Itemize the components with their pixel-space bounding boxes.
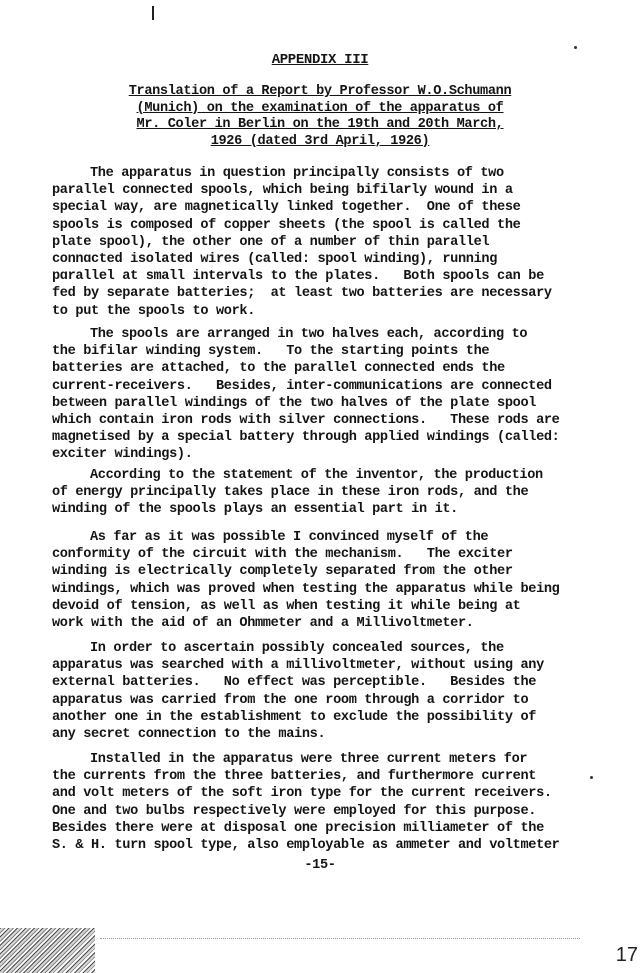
paragraph-6 — [52, 751, 572, 854]
title-line: Translation of a Report by Professor W.O.Schumann — [128, 84, 512, 99]
text-line: S. & H. turn spool type, also employable as ammeter and voltmeter — [52, 838, 560, 854]
text-line: One and two bulbs respectively were employed for this purpose. — [52, 803, 537, 819]
paragraph-2 — [52, 326, 572, 464]
text-line: Besides there were at disposal one precision milliameter of the — [52, 820, 544, 836]
paragraph-4 — [52, 529, 572, 632]
text-line: fed by separate batteries; at least two batteries are necessary — [52, 286, 552, 302]
text-line: another one in the establishment to exclude the possibility of — [52, 709, 537, 725]
text-line: According to the statement of the inventor, the production — [90, 468, 543, 483]
paragraph-1 — [52, 165, 572, 320]
text-line: the currents from the three batteries, and furthermore current — [52, 769, 537, 785]
title-line: Mr. Coler in Berlin on the 19th and 20th March, — [136, 117, 504, 132]
text-line: In order to ascertain possibly concealed sources, the — [90, 641, 504, 656]
text-line: Installed in the apparatus were three current meters for — [90, 752, 528, 767]
text-line: devoid of tension, as well as when testing it while being at — [52, 598, 521, 614]
text-line: current-receivers. Besides, inter-communications are connected — [52, 378, 552, 394]
text-line: As far as it was possible I convinced myself of the — [90, 530, 489, 545]
text-line: of energy principally takes place in these iron rods, and the — [52, 485, 529, 501]
text-line: magnetised by a special battery through applied windings (called: — [52, 430, 560, 446]
text-line: The apparatus in question principally consists of two — [90, 166, 504, 181]
paragraph-5 — [52, 640, 572, 743]
text-line: special way, are magnetically linked together. One of these — [52, 200, 521, 216]
scan-mark — [152, 6, 154, 20]
text-line: winding is electrically completely separated from the other — [52, 564, 513, 580]
text-line: winding of the spools plays an essential part in it. — [52, 502, 458, 518]
text-line: apparatus was searched with a millivoltmeter, without using any — [52, 658, 544, 674]
text-line: between parallel windings of the two halves of the plate spool — [52, 395, 537, 411]
text-line: the bifilar winding system. To the starting points the — [52, 344, 490, 360]
corner-page-number: 17 — [615, 944, 638, 966]
title-line: (Munich) on the examination of the apparatus of — [136, 100, 504, 116]
text-line: conformity of the circuit with the mechanism. The exciter — [52, 547, 513, 563]
scan-smudge — [0, 928, 95, 973]
scan-speck — [574, 46, 577, 49]
text-line: external batteries. No effect was perceptible. Besides the — [52, 675, 537, 691]
text-line: which contain iron rods with silver connections. These rods are — [52, 413, 560, 429]
bottom-rule — [100, 938, 580, 939]
text-line: batteries are attached, to the parallel connected ends the — [52, 361, 505, 377]
text-line: windings, which was proved when testing the apparatus while being — [52, 581, 560, 597]
text-line: exciter windings). — [52, 447, 193, 463]
text-line: to put the spools to work. — [52, 303, 255, 319]
text-line: plate spool), the other one of a number of thin parallel — [52, 234, 490, 250]
text-line: any secret connection to the mains. — [52, 727, 326, 743]
report-title — [0, 84, 640, 150]
text-line: parallel connected spools, which being bifilarly wound in a — [52, 183, 513, 199]
text-line: apparatus was carried from the one room through a corridor to — [52, 692, 529, 708]
text-line: The spools are arranged in two halves each, according to — [90, 327, 528, 342]
scan-speck — [590, 776, 593, 779]
title-line: 1926 (dated 3rd April, 1926) — [210, 133, 430, 149]
text-line: work with the aid of an Ohmmeter and a Millivoltmeter. — [52, 616, 474, 632]
text-line: connɑcted isolated wires (called: spool winding), running — [52, 252, 498, 268]
paragraph-3 — [52, 467, 572, 519]
page-number: -15- — [304, 858, 336, 873]
appendix-heading: APPENDIX III — [271, 52, 369, 68]
text-line: pɑrallel at small intervals to the plates. Both spools can be — [52, 269, 544, 285]
text-line: and volt meters of the soft iron type for the current receivers. — [52, 786, 552, 802]
text-line: spools is composed of copper sheets (the spool is called the — [52, 217, 521, 233]
